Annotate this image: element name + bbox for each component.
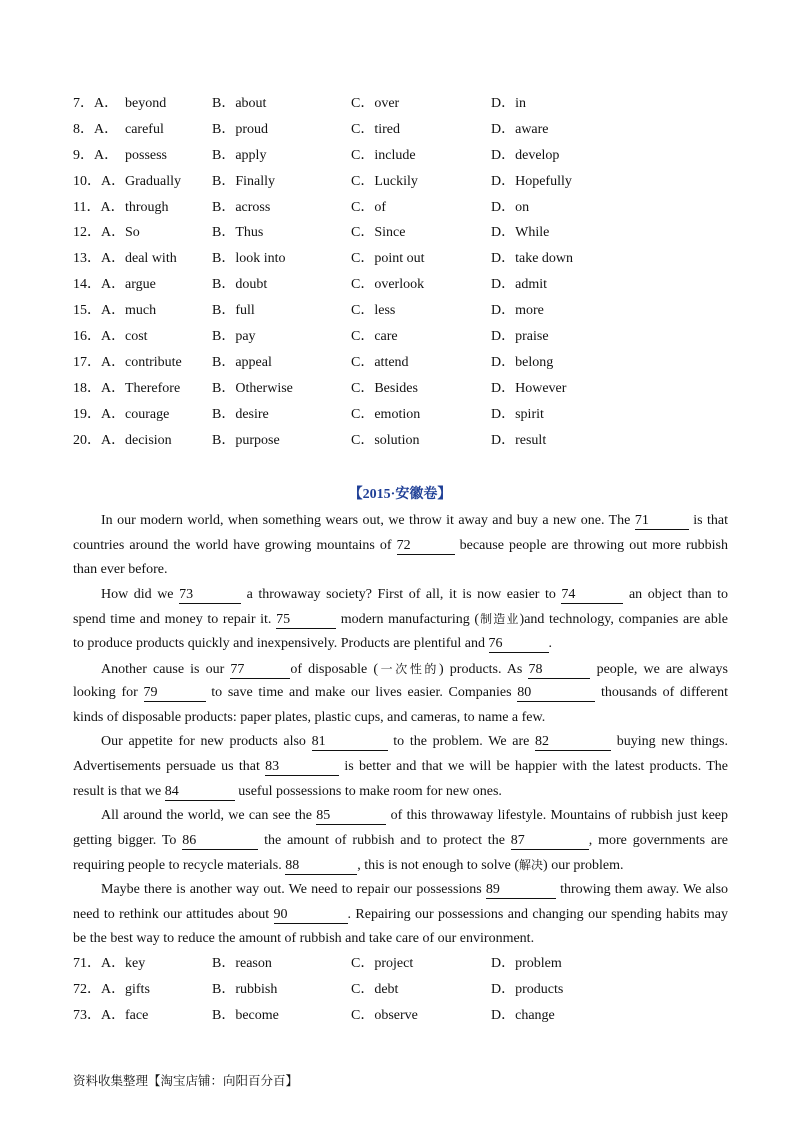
passage-line: requiring people to recycle materials. 88 , this is not enough to solve (解决) our problem. (73, 858, 624, 874)
option-d: D．While (491, 225, 550, 241)
option-a: contribute (125, 354, 182, 370)
option-a: key (125, 956, 146, 971)
blank-88[interactable]: 88 (285, 858, 357, 875)
blank-71[interactable]: 71 (635, 513, 689, 530)
option-c: C．overlook (351, 277, 425, 293)
option-a: face (125, 1007, 149, 1023)
option-c: C．over (351, 96, 400, 111)
question-number: 16．A． (73, 329, 126, 345)
blank-78[interactable]: 78 (528, 662, 590, 679)
blank-80[interactable]: 80 (517, 685, 595, 702)
passage-line: Maybe there is another way out. We need to repair our possessions 89 throwing them away. We also (101, 881, 729, 897)
passage-line: looking for 79 to save time and make our lives easier. Companies 80 thousands of different (73, 685, 728, 701)
blank-77[interactable]: 77 (230, 662, 290, 679)
passage-line: Another cause is our 77 of disposable (一次性的) products. As 78 people, we are always (101, 661, 728, 677)
option-row (73, 117, 753, 143)
question-number: 17．A． (73, 354, 126, 370)
blank-74[interactable]: 74 (561, 587, 623, 604)
option-d: D．result (491, 432, 547, 448)
passage-line: than ever before. (73, 562, 168, 578)
option-a: Therefore (125, 380, 181, 396)
option-d: D．take down (491, 251, 574, 267)
blank-72[interactable]: 72 (397, 538, 455, 555)
option-c: C．less (351, 303, 396, 319)
option-c: C．Since (351, 225, 406, 241)
option-c: C．project (351, 956, 414, 971)
passage-line: spend time and money to repair it. 75 modern manufacturing (制造业)and technology, companies are able (73, 612, 728, 628)
passage-line: All around the world, we can see the 85 of this throwaway lifestyle. Mountains of rubbish just keep (101, 808, 728, 824)
passage-line: getting bigger. To 86 the amount of rubbish and to protect the 87 , more governments are (73, 832, 728, 848)
option-a: cost (125, 329, 148, 345)
option-b: B．Thus (212, 225, 264, 241)
blank-85[interactable]: 85 (316, 808, 386, 825)
option-row (73, 1003, 753, 1029)
question-number: 15．A． (73, 303, 126, 319)
option-b: B．reason (212, 956, 272, 971)
cloze-passage (73, 509, 728, 952)
question-number: 10．A． (73, 173, 126, 189)
passage-line: Advertisements persuade us that 83 is better and that we will be happier with the latest products. The (73, 758, 729, 774)
question-number: 71．A． (73, 956, 126, 971)
blank-84[interactable]: 84 (165, 784, 235, 801)
question-number: 13．A． (73, 251, 126, 267)
option-d: D．problem (491, 956, 562, 971)
option-d: D．on (491, 199, 530, 215)
option-b: B．Finally (212, 173, 276, 189)
passage-line: be the best way to reduce the amount of rubbish and take care of our environment. (73, 931, 535, 947)
option-row (73, 376, 753, 402)
option-b: B．look into (212, 251, 286, 267)
question-number: 19．A． (73, 406, 126, 422)
passage-line: In our modern world, when something wears out, we throw it away and buy a new one. The 71 is that (101, 513, 728, 528)
option-a: gifts (125, 981, 150, 997)
option-c: C．care (351, 329, 398, 345)
question-number: 9．A． (73, 147, 119, 163)
option-b: B．rubbish (212, 981, 278, 997)
option-c: C．observe (351, 1007, 418, 1023)
option-d: D．Hopefully (491, 173, 572, 189)
option-row (73, 169, 753, 195)
option-b: B．doubt (212, 277, 268, 293)
option-d: D．more (491, 303, 544, 319)
option-d: D．change (491, 1007, 555, 1023)
option-b: B．pay (212, 329, 256, 345)
question-number: 8．A． (73, 121, 119, 137)
option-d: D．products (491, 981, 564, 997)
option-b: B．full (212, 303, 255, 319)
passage-line: result is that we 84 useful possessions to make room for new ones. (73, 783, 502, 799)
option-b: B．appeal (212, 354, 272, 370)
question-number: 72．A． (73, 981, 126, 997)
option-a: much (125, 303, 157, 319)
option-d: D．aware (491, 121, 549, 137)
option-a: possess (125, 147, 168, 163)
option-d: D．admit (491, 277, 547, 293)
passage-line: kinds of disposable products: paper plates, plastic cups, and cameras, to name a few. (73, 709, 546, 725)
option-row (73, 951, 753, 977)
passage-line: need to rethink our attitudes about 90 . Repairing our possessions and changing our spending habits may (73, 906, 728, 922)
option-a: careful (125, 121, 164, 137)
option-d: D．However (491, 380, 567, 396)
option-b: B．across (212, 199, 271, 215)
option-row (73, 324, 753, 350)
option-b: B．become (212, 1007, 279, 1023)
option-c: C．solution (351, 432, 420, 448)
option-b: B．about (212, 96, 267, 111)
option-a: argue (125, 277, 156, 293)
option-c: C．of (351, 199, 386, 215)
option-row (73, 195, 753, 221)
passage-line: How did we 73 a throwaway society? First of all, it is now easier to 74 an object than to (101, 586, 728, 602)
blank-83[interactable]: 83 (265, 759, 339, 776)
option-a: courage (125, 406, 170, 422)
option-d: D．belong (491, 354, 554, 370)
option-c: C．include (351, 147, 416, 163)
option-c: C．attend (351, 354, 409, 370)
passage-line: countries around the world have growing mountains of 72 because people are throwing out more rubbish (73, 537, 728, 553)
option-c: C．tired (351, 121, 400, 137)
blank-87[interactable]: 87 (511, 833, 589, 850)
question-number: 11．A． (73, 199, 125, 215)
option-d: D．spirit (491, 406, 544, 422)
option-a: deal with (125, 251, 177, 267)
page-footer: 资料收集整理【淘宝店铺：向阳百分百】 (73, 1073, 299, 1088)
option-c: C．emotion (351, 406, 421, 422)
option-row (73, 977, 753, 1003)
option-row (73, 402, 753, 428)
option-c: C．point out (351, 251, 425, 267)
blank-81[interactable]: 81 (312, 734, 388, 751)
blank-79[interactable]: 79 (144, 685, 206, 702)
question-number: 20．A． (73, 432, 126, 448)
option-row (73, 428, 753, 454)
option-c: C．debt (351, 981, 399, 997)
option-row (73, 350, 753, 376)
option-row (73, 91, 753, 117)
option-b: B．proud (212, 121, 268, 137)
option-row (73, 246, 753, 272)
option-b: B．purpose (212, 432, 280, 448)
option-d: D．develop (491, 147, 560, 163)
option-a: through (125, 199, 169, 215)
passage-line: to produce products quickly and inexpensively. Products are plentiful and 76 . (73, 635, 552, 651)
option-c: C．Luckily (351, 173, 418, 189)
blank-90[interactable]: 90 (274, 907, 348, 924)
blank-86[interactable]: 86 (182, 833, 258, 850)
option-b: B．apply (212, 147, 267, 163)
section-title: 【2015·安徽卷】 (348, 487, 452, 502)
option-row (73, 143, 753, 169)
question-number: 14．A． (73, 277, 126, 293)
option-b: B．Otherwise (212, 380, 293, 396)
option-a: So (125, 225, 140, 241)
option-row (73, 298, 753, 324)
option-d: D．in (491, 96, 526, 111)
option-row (73, 272, 753, 298)
option-row (73, 220, 753, 246)
option-a: beyond (125, 96, 167, 111)
option-b: B．desire (212, 406, 269, 422)
option-c: C．Besides (351, 380, 418, 396)
passage-line: Our appetite for new products also 81 to the problem. We are 82 buying new things. (101, 734, 729, 750)
blank-82[interactable]: 82 (535, 734, 611, 751)
blank-73[interactable]: 73 (179, 587, 241, 604)
question-number: 12．A． (73, 225, 126, 241)
question-number: 18．A． (73, 380, 126, 396)
question-number: 7．A． (73, 96, 119, 111)
option-d: D．praise (491, 329, 549, 345)
option-a: Gradually (125, 173, 181, 189)
blank-76[interactable]: 76 (489, 636, 549, 653)
question-number: 73．A． (73, 1007, 126, 1023)
blank-89[interactable]: 89 (486, 882, 556, 899)
options-list-top (73, 91, 753, 453)
option-a: decision (125, 432, 172, 448)
blank-75[interactable]: 75 (276, 612, 336, 629)
options-list-bottom (73, 951, 753, 1029)
